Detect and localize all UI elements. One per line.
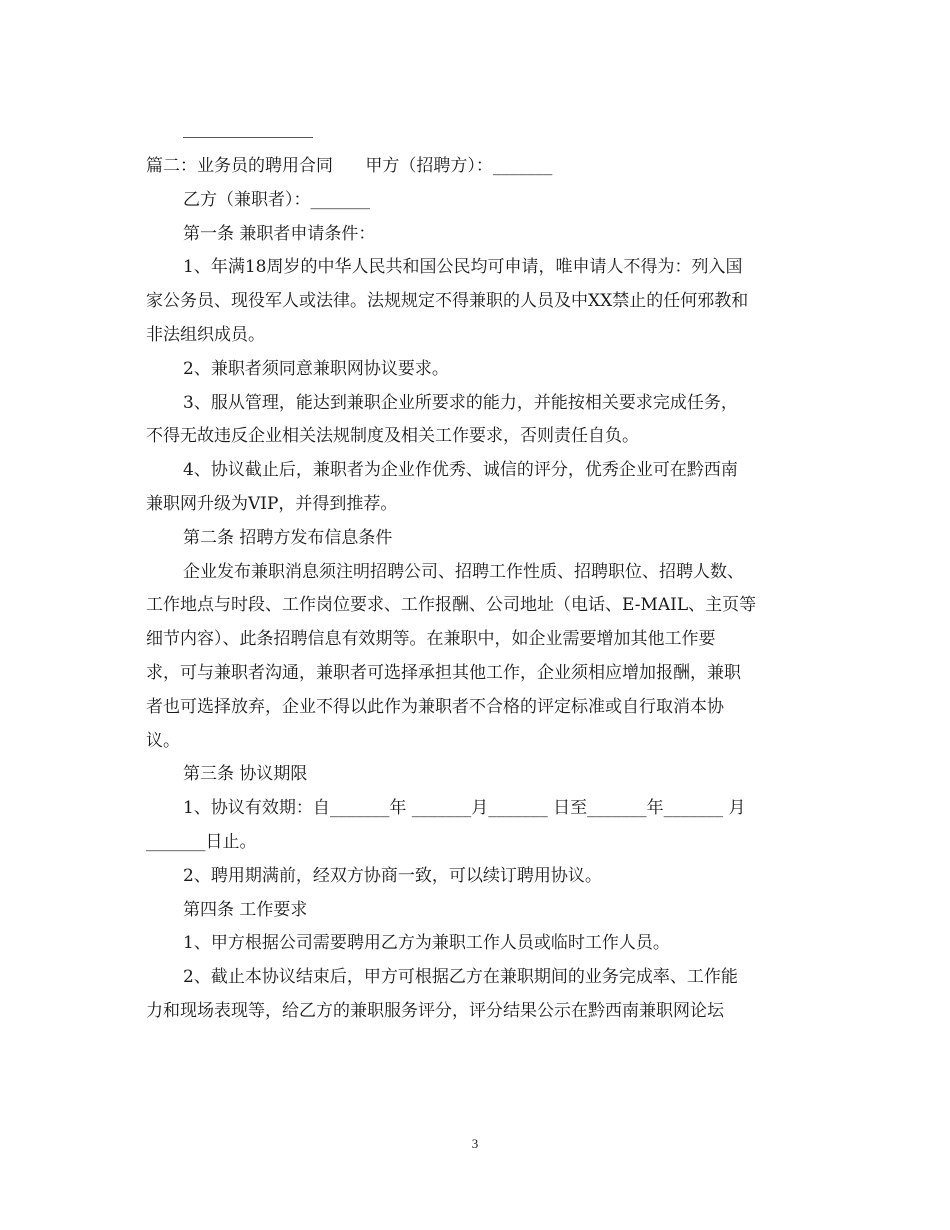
text-line: 乙方（兼职者）：_______ (183, 189, 370, 210)
page-number: 3 (471, 1136, 479, 1151)
text-line: 2、截止本协议结束后，甲方可根据乙方在兼职期间的业务完成率、工作能 (183, 967, 738, 988)
text-line: 1、协议有效期：自_______年 _______月_______ 日至_______年_______ 月 (183, 798, 746, 819)
text-line: 非法组织成员。 (146, 324, 265, 345)
document-body (146, 150, 806, 1029)
text-line: 者也可选择放弃，企业不得以此作为兼职者不合格的评定标准或自行取消本协 (146, 696, 724, 717)
text-line: 1、年满18周岁的中华人民共和国公民均可申请，唯申请人不得为：列入国 (183, 257, 743, 278)
text-line: 1、甲方根据公司需要聘用乙方为兼职工作人员或临时工作人员。 (183, 933, 670, 954)
header-rule (183, 137, 313, 138)
text-line: 不得无故违反企业相关法规制度及相关工作要求，否则责任自负。 (146, 426, 639, 447)
text-line: 篇二：业务员的聘用合同 甲方（招聘方）：_______ (146, 156, 553, 176)
text-line: 2、聘用期满前，经双方协商一致，可以续订聘用协议。 (183, 865, 602, 886)
text-line: 3、服从管理，能达到兼职企业所要求的能力，并能按相关要求完成任务， (183, 392, 738, 413)
text-line: 第四条 工作要求 (183, 899, 308, 920)
text-line: 求，可与兼职者沟通，兼职者可选择承担其他工作，企业须相应增加报酬，兼职 (146, 662, 741, 683)
text-line: 工作地点与时段、工作岗位要求、工作报酬、公司地址（电话、E-MAIL、主页等 (146, 595, 757, 616)
text-line: 2、兼职者须同意兼职网协议要求。 (183, 358, 449, 379)
text-line: 细节内容）、此条招聘信息有效期等。在兼职中，如企业需要增加其他工作要 (146, 629, 716, 650)
text-line: 第一条 兼职者申请条件： (183, 223, 376, 244)
text-line: 力和现场表现等，给乙方的兼职服务评分，评分结果公示在黔西南兼职网论坛 (146, 1000, 724, 1021)
text-line: 议。 (146, 730, 180, 751)
text-line: 4、协议截止后，兼职者为企业作优秀、诚信的评分，优秀企业可在黔西南 (183, 460, 738, 481)
text-line: 企业发布兼职消息须注明招聘公司、招聘工作性质、招聘职位、招聘人数、 (183, 561, 744, 582)
text-line: 家公务员、现役军人或法律。法规规定不得兼职的人员及中XX禁止的任何邪教和 (146, 291, 749, 312)
text-line: 兼职网升级为VIP，并得到推荐。 (146, 493, 398, 514)
text-line: 第三条 协议期限 (183, 764, 308, 785)
text-line: 第二条 招聘方发布信息条件 (183, 527, 393, 548)
text-line: _______日止。 (146, 831, 257, 852)
